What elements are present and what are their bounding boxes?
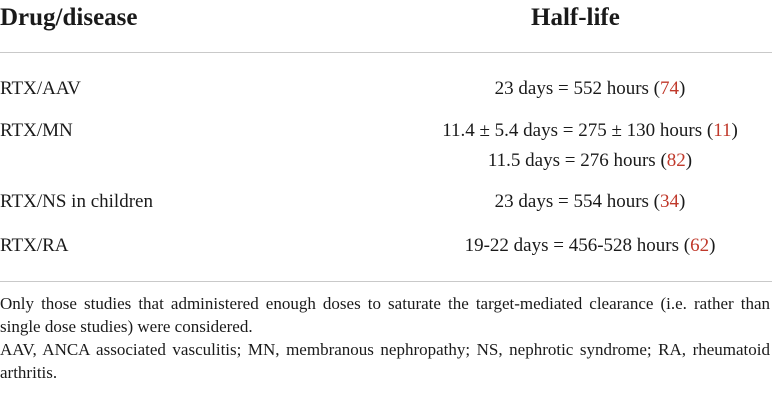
table-body (0, 53, 772, 282)
table-cell-drug: RTX/RA (0, 235, 69, 256)
footnote-abbreviations: AAV, ANCA associated vasculitis; MN, membranous nephropathy; NS, nephrotic syndrome; RA, rheumatoid arthritis. (0, 340, 770, 382)
column-header-half-life: Half-life (531, 4, 620, 31)
half-life-text: 19-22 days = 456-528 hours ( (464, 235, 691, 256)
table-cell-drug: RTX/NS in children (0, 191, 153, 212)
half-life-text: 23 days = 554 hours ( (494, 191, 661, 212)
table-header-row (0, 0, 772, 53)
half-life-close: ) (685, 150, 693, 171)
half-life-close: ) (679, 191, 686, 212)
reference-link[interactable]: 62 (690, 235, 710, 256)
half-life-text: 11.5 days = 276 hours ( (487, 150, 667, 171)
column-header-drug-disease: Drug/disease (0, 4, 138, 31)
table-cell-drug: RTX/MN (0, 120, 73, 141)
reference-link[interactable]: 82 (666, 150, 686, 171)
half-life-close: ) (731, 120, 738, 141)
table-cell-drug: RTX/AAV (0, 78, 81, 99)
half-life-close: ) (709, 235, 716, 256)
half-life-close: ) (679, 78, 686, 99)
footnote-study-criteria: Only those studies that administered enough doses to saturate the target-mediated clearance (i.e. rather than single dose studies) were considered. (0, 294, 770, 336)
table-footnotes (0, 292, 770, 384)
reference-link[interactable]: 11 (713, 120, 732, 141)
half-life-text: 11.4 ± 5.4 days = 275 ± 130 hours ( (442, 120, 714, 141)
half-life-text: 23 days = 552 hours ( (494, 78, 661, 99)
reference-link[interactable]: 74 (660, 78, 680, 99)
reference-link[interactable]: 34 (660, 191, 680, 212)
